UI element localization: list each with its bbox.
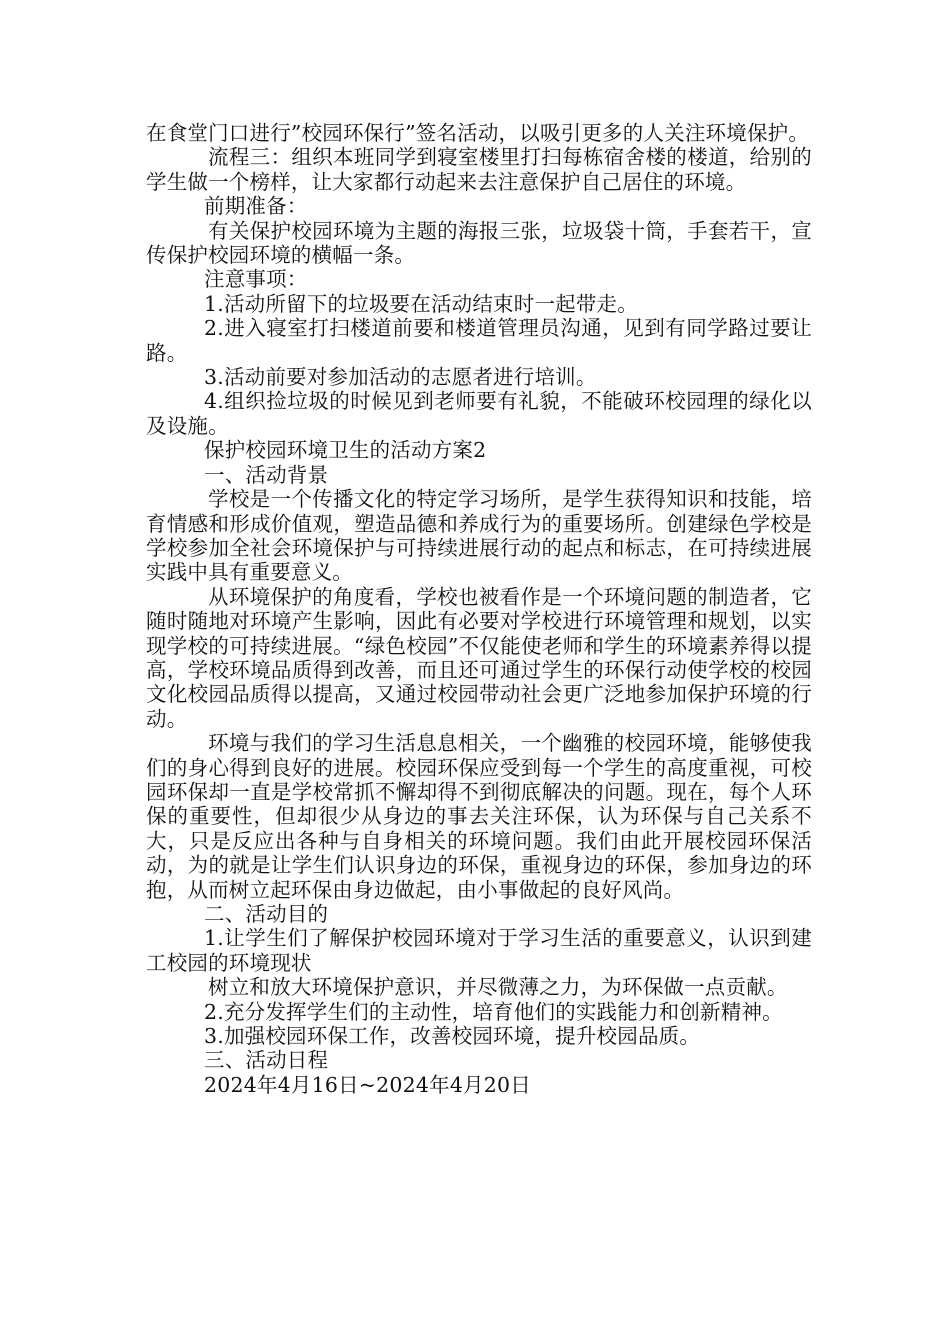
document-body: [146, 121, 812, 1097]
note-item-2: 2.进入寝室打扫楼道前要和楼道管理员沟通，见到有同学路过要让路。: [146, 316, 812, 365]
paragraph-preparation: 有关保护校园环境为主题的海报三张，垃圾袋十筒，手套若干，宣传保护校园环境的横幅一条。: [146, 218, 812, 268]
purpose-item-1: 1.让学生们了解保护校园环境对于学习生活的重要意义，认识到建工校园的环境现状: [146, 926, 812, 975]
paragraph-background-2: 从环境保护的角度看，学校也被看作是一个环境问题的制造者，它随时随地对环境产生影响，因此有必要对学校进行环境管理和规划，以实现学校的可持续进展。“绿色校园”不仅能使老师和学生的环境素养得以提高，学校环境品质得到改善，而且还可通过学生的环保行动使学校的校园文化校园品质得以提高，又通过校园带动社会更广泛地参加保护环境的行动。: [146, 584, 812, 731]
heading-purpose: 二、活动目的: [204, 902, 329, 926]
purpose-item-2: 2.充分发挥学生们的主动性，培育他们的实践能力和创新精神。: [204, 999, 783, 1024]
paragraph-process-three: 流程三：组织本班同学到寝室楼里打扫每栋宿舍楼的楼道，给别的学生做一个榜样，让大家都行动起来去注意保护自己居住的环境。: [146, 145, 812, 194]
section-title-plan-2: 保护校园环境卫生的活动方案2: [204, 438, 487, 463]
paragraph-1: 在食堂门口进行”校园环保行”签名活动，以吸引更多的人关注环境保护。: [146, 121, 810, 145]
schedule-dates: 2024年4月16日~2024年4月20日: [204, 1072, 531, 1097]
purpose-item-3: 3.加强校园环保工作，改善校园环境，提升校园品质。: [204, 1024, 701, 1049]
heading-notes: 注意事项：: [204, 267, 308, 292]
note-item-3: 3.活动前要对参加活动的志愿者进行培训。: [204, 365, 597, 390]
heading-background: 一、活动背景: [204, 462, 329, 487]
paragraph-background-3: 环境与我们的学习生活息息相关，一个幽雅的校园环境，能够使我们的身心得到良好的进展。校园环保应受到每一个学生的高度重视，可校园环保却一直是学校常抓不懈却得不到彻底解决的问题。现在，每个人环保的重要性，但却很少从身边的事去关注环保，认为环保与自己关系不大，只是反应出各种与自身相关的环境问题。我们由此开展校园环保活动，为的就是让学生们认识身边的环保，重视身边的环保，参加身边的环抱，从而树立起环保由身边做起，由小事做起的良好风尚。: [146, 731, 812, 902]
heading-schedule: 三、活动日程: [204, 1048, 329, 1073]
paragraph-background-1: 学校是一个传播文化的特定学习场所，是学生获得知识和技能，培育情感和形成价值观，塑造品德和养成行为的重要场所。创建绿色学校是学校参加全社会环境保护与可持续进展行动的起点和标志，在可持续进展实践中具有重要意义。: [146, 487, 812, 585]
note-item-1: 1.活动所留下的垃圾要在活动结束时一起带走。: [204, 291, 638, 316]
purpose-item-1-continued: 树立和放大环境保护意识，并尽微薄之力，为环保做一点贡献。: [208, 975, 788, 1000]
note-item-4: 4.组织捡垃圾的时候见到老师要有礼貌，不能破环校园理的绿化以及设施。: [146, 389, 812, 438]
heading-preparation: 前期准备：: [204, 194, 308, 219]
